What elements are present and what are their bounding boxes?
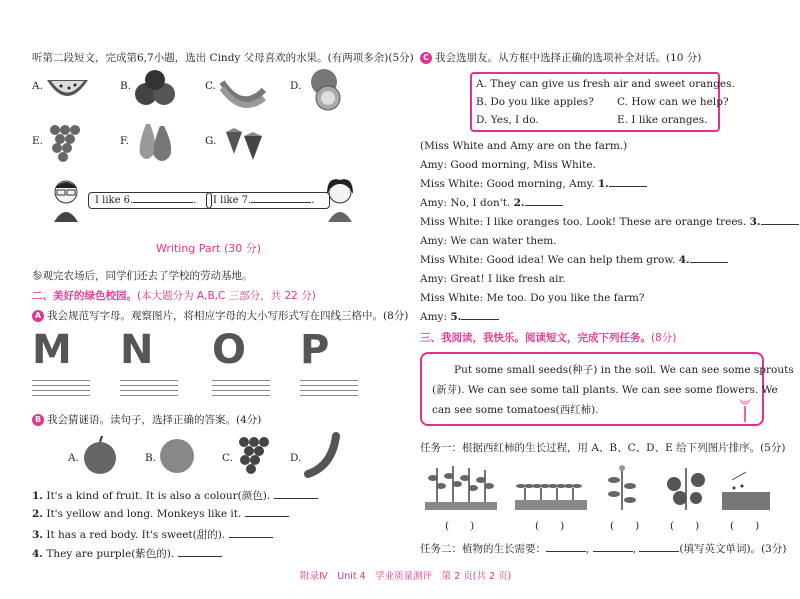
- dialogue-blank-1[interactable]: [609, 186, 647, 187]
- option-e: E. I like oranges.: [617, 114, 708, 126]
- orange-icon: [157, 436, 197, 476]
- partA-badge: A: [32, 310, 44, 322]
- task2-line: 任务二：植物的生长需要： , , (填写英文单词)。(3分): [420, 543, 787, 555]
- partC-instruction: C 我会选朋友。从方框中选择正确的选项补全对话。(10 分): [420, 50, 701, 65]
- order-answer-2[interactable]: ( ): [535, 520, 565, 532]
- dialogue-line-9: Amy: 5.: [420, 311, 499, 323]
- tomato-plant-picture: [660, 462, 712, 510]
- fruit-option-a: A.: [32, 80, 43, 92]
- riddle-2-blank[interactable]: [245, 516, 289, 517]
- answer-6-blank[interactable]: [133, 202, 193, 203]
- writing-part-heading: Writing Part (30 分): [156, 242, 262, 255]
- watermelon-icon: [45, 72, 90, 106]
- reading-passage-box: [420, 352, 794, 426]
- fruit-option-c: C.: [205, 80, 216, 92]
- girl-avatar: [322, 178, 358, 222]
- flowering-plant-picture: [600, 462, 644, 510]
- tall-plants-picture: [425, 462, 497, 510]
- bubble-6: I like 6. .: [88, 192, 212, 209]
- dialogue-line-3: Amy: No, I don't. 2.: [420, 197, 563, 209]
- option-a: A. They can give us fresh air and sweet oranges.: [476, 78, 735, 90]
- section2-heading: 二、美好的绿色校园。(本大题分为 A,B,C 三部分，共 22 分): [32, 290, 316, 302]
- oranges-icon: [302, 66, 346, 112]
- bananas-icon: [218, 72, 266, 110]
- letter-p-picture: P: [300, 327, 330, 373]
- riddle-1: 1. It's a kind of fruit. It is also a colour(颜色).: [32, 488, 318, 503]
- partA-instruction: A 我会规范写字母。观察图片，将相应字母的大小写形式写在四线三格中。(8分): [32, 308, 408, 323]
- riddle-4: 4. They are purple(紫色的).: [32, 546, 222, 561]
- grape-bunch-icon: [235, 432, 269, 478]
- listen-instruction: 听第二段短文，完成第6,7小题，选出 Cindy 父母喜欢的水果。(有两项多余)(5分): [32, 52, 414, 64]
- writing-grid-n[interactable]: [120, 380, 178, 400]
- writing-grid-o[interactable]: [212, 380, 270, 400]
- letter-m-picture: M: [32, 327, 72, 373]
- dialogue-line-1: Amy: Good morning, Miss White.: [420, 159, 596, 171]
- dialogue-line-5: Amy: We can water them.: [420, 235, 557, 247]
- dialogue-blank-3[interactable]: [761, 224, 799, 225]
- riddle-choice-c: C.: [222, 452, 233, 464]
- page-footer: 附录Ⅳ Unit 4 学业质量测评 第 2 页(共 2 页): [300, 571, 512, 582]
- bubble-7: I like 7. .: [206, 192, 330, 209]
- dialogue-blank-4[interactable]: [690, 262, 728, 263]
- pears-icon: [132, 118, 176, 164]
- dialogue-line-4: Miss White: I like oranges too. Look! These are orange trees. 3.: [420, 216, 799, 228]
- task2-blank-1[interactable]: [546, 551, 586, 552]
- grapes-icon: [45, 120, 81, 164]
- riddle-3: 3. It has a red body. It's sweet(甜的).: [32, 527, 273, 542]
- strawberries-icon: [220, 122, 268, 162]
- order-answer-1[interactable]: ( ): [445, 520, 475, 532]
- dialogue-line-2: Miss White: Good morning, Amy. 1.: [420, 178, 647, 190]
- passage-line-3: can see some tomatoes(西红柿).: [432, 404, 599, 416]
- letter-o-picture: O: [212, 327, 247, 373]
- order-answer-4[interactable]: ( ): [670, 520, 700, 532]
- partC-badge: C: [420, 52, 432, 64]
- dialogue-line-6: Miss White: Good idea! We can help them grow. 4.: [420, 254, 728, 266]
- dialogue-blank-5[interactable]: [461, 319, 499, 320]
- task2-blank-2[interactable]: [593, 551, 633, 552]
- dialogue-blank-2[interactable]: [525, 205, 563, 206]
- riddle-2: 2. It's yellow and long. Monkeys like it.: [32, 508, 289, 520]
- riddle-1-blank[interactable]: [274, 498, 318, 499]
- order-answer-3[interactable]: ( ): [610, 520, 640, 532]
- option-c: C. How can we help?: [617, 96, 729, 108]
- seeds-in-soil-picture: [722, 468, 770, 510]
- option-b: B. Do you like apples?: [476, 96, 594, 108]
- fruit-option-g: G.: [205, 135, 217, 147]
- fruit-option-e: E.: [32, 135, 44, 147]
- dialogue-line-0: (Miss White and Amy are on the farm.): [420, 140, 628, 152]
- fruit-option-f: F.: [120, 135, 129, 147]
- dialogue-line-8: Miss White: Me too. Do you like the farm?: [420, 292, 645, 304]
- task1-instruction: 任务一：根据西红柿的生长过程，用 A、B、C、D、E 给下列图片排序。(5分): [420, 442, 786, 454]
- option-d: D. Yes, I do.: [476, 114, 539, 126]
- order-answer-5[interactable]: ( ): [730, 520, 760, 532]
- plums-icon: [132, 68, 180, 110]
- task2-blank-3[interactable]: [639, 551, 679, 552]
- riddle-choice-b: B.: [145, 452, 157, 464]
- tulip-icon: [730, 392, 760, 422]
- riddle-choice-d: D.: [290, 452, 302, 464]
- fruit-option-d: D.: [290, 80, 302, 92]
- answer-7-blank[interactable]: [251, 202, 311, 203]
- fruit-option-b: B.: [120, 80, 132, 92]
- letter-n-picture: N: [120, 327, 154, 373]
- passage-line-1: Put some small seeds(种子) in the soil. We can see some sprouts: [454, 364, 794, 376]
- partB-instruction: B 我会猜谜语。读句子，选择正确的答案。(4分): [32, 412, 261, 427]
- options-box: [470, 72, 735, 132]
- passage-line-2: (新芽). We can see some tall plants. We can see some flowers. We: [432, 384, 778, 396]
- partB-badge: B: [32, 414, 44, 426]
- banana-icon: [302, 432, 342, 478]
- riddle-4-blank[interactable]: [178, 556, 222, 557]
- sprouts-picture: [515, 470, 587, 510]
- writing-grid-m[interactable]: [32, 380, 90, 400]
- dialogue-line-7: Amy: Great! I like fresh air.: [420, 273, 566, 285]
- section3-heading: 三、我阅读，我快乐。阅读短文，完成下列任务。(8分): [420, 332, 677, 344]
- writing-grid-p[interactable]: [300, 380, 358, 400]
- apple-icon: [80, 436, 120, 476]
- riddle-3-blank[interactable]: [229, 537, 273, 538]
- riddle-choice-a: A.: [68, 452, 79, 464]
- boy-avatar: [48, 178, 84, 222]
- intro-text: 参观完农场后，同学们还去了学校的劳动基地。: [32, 270, 253, 282]
